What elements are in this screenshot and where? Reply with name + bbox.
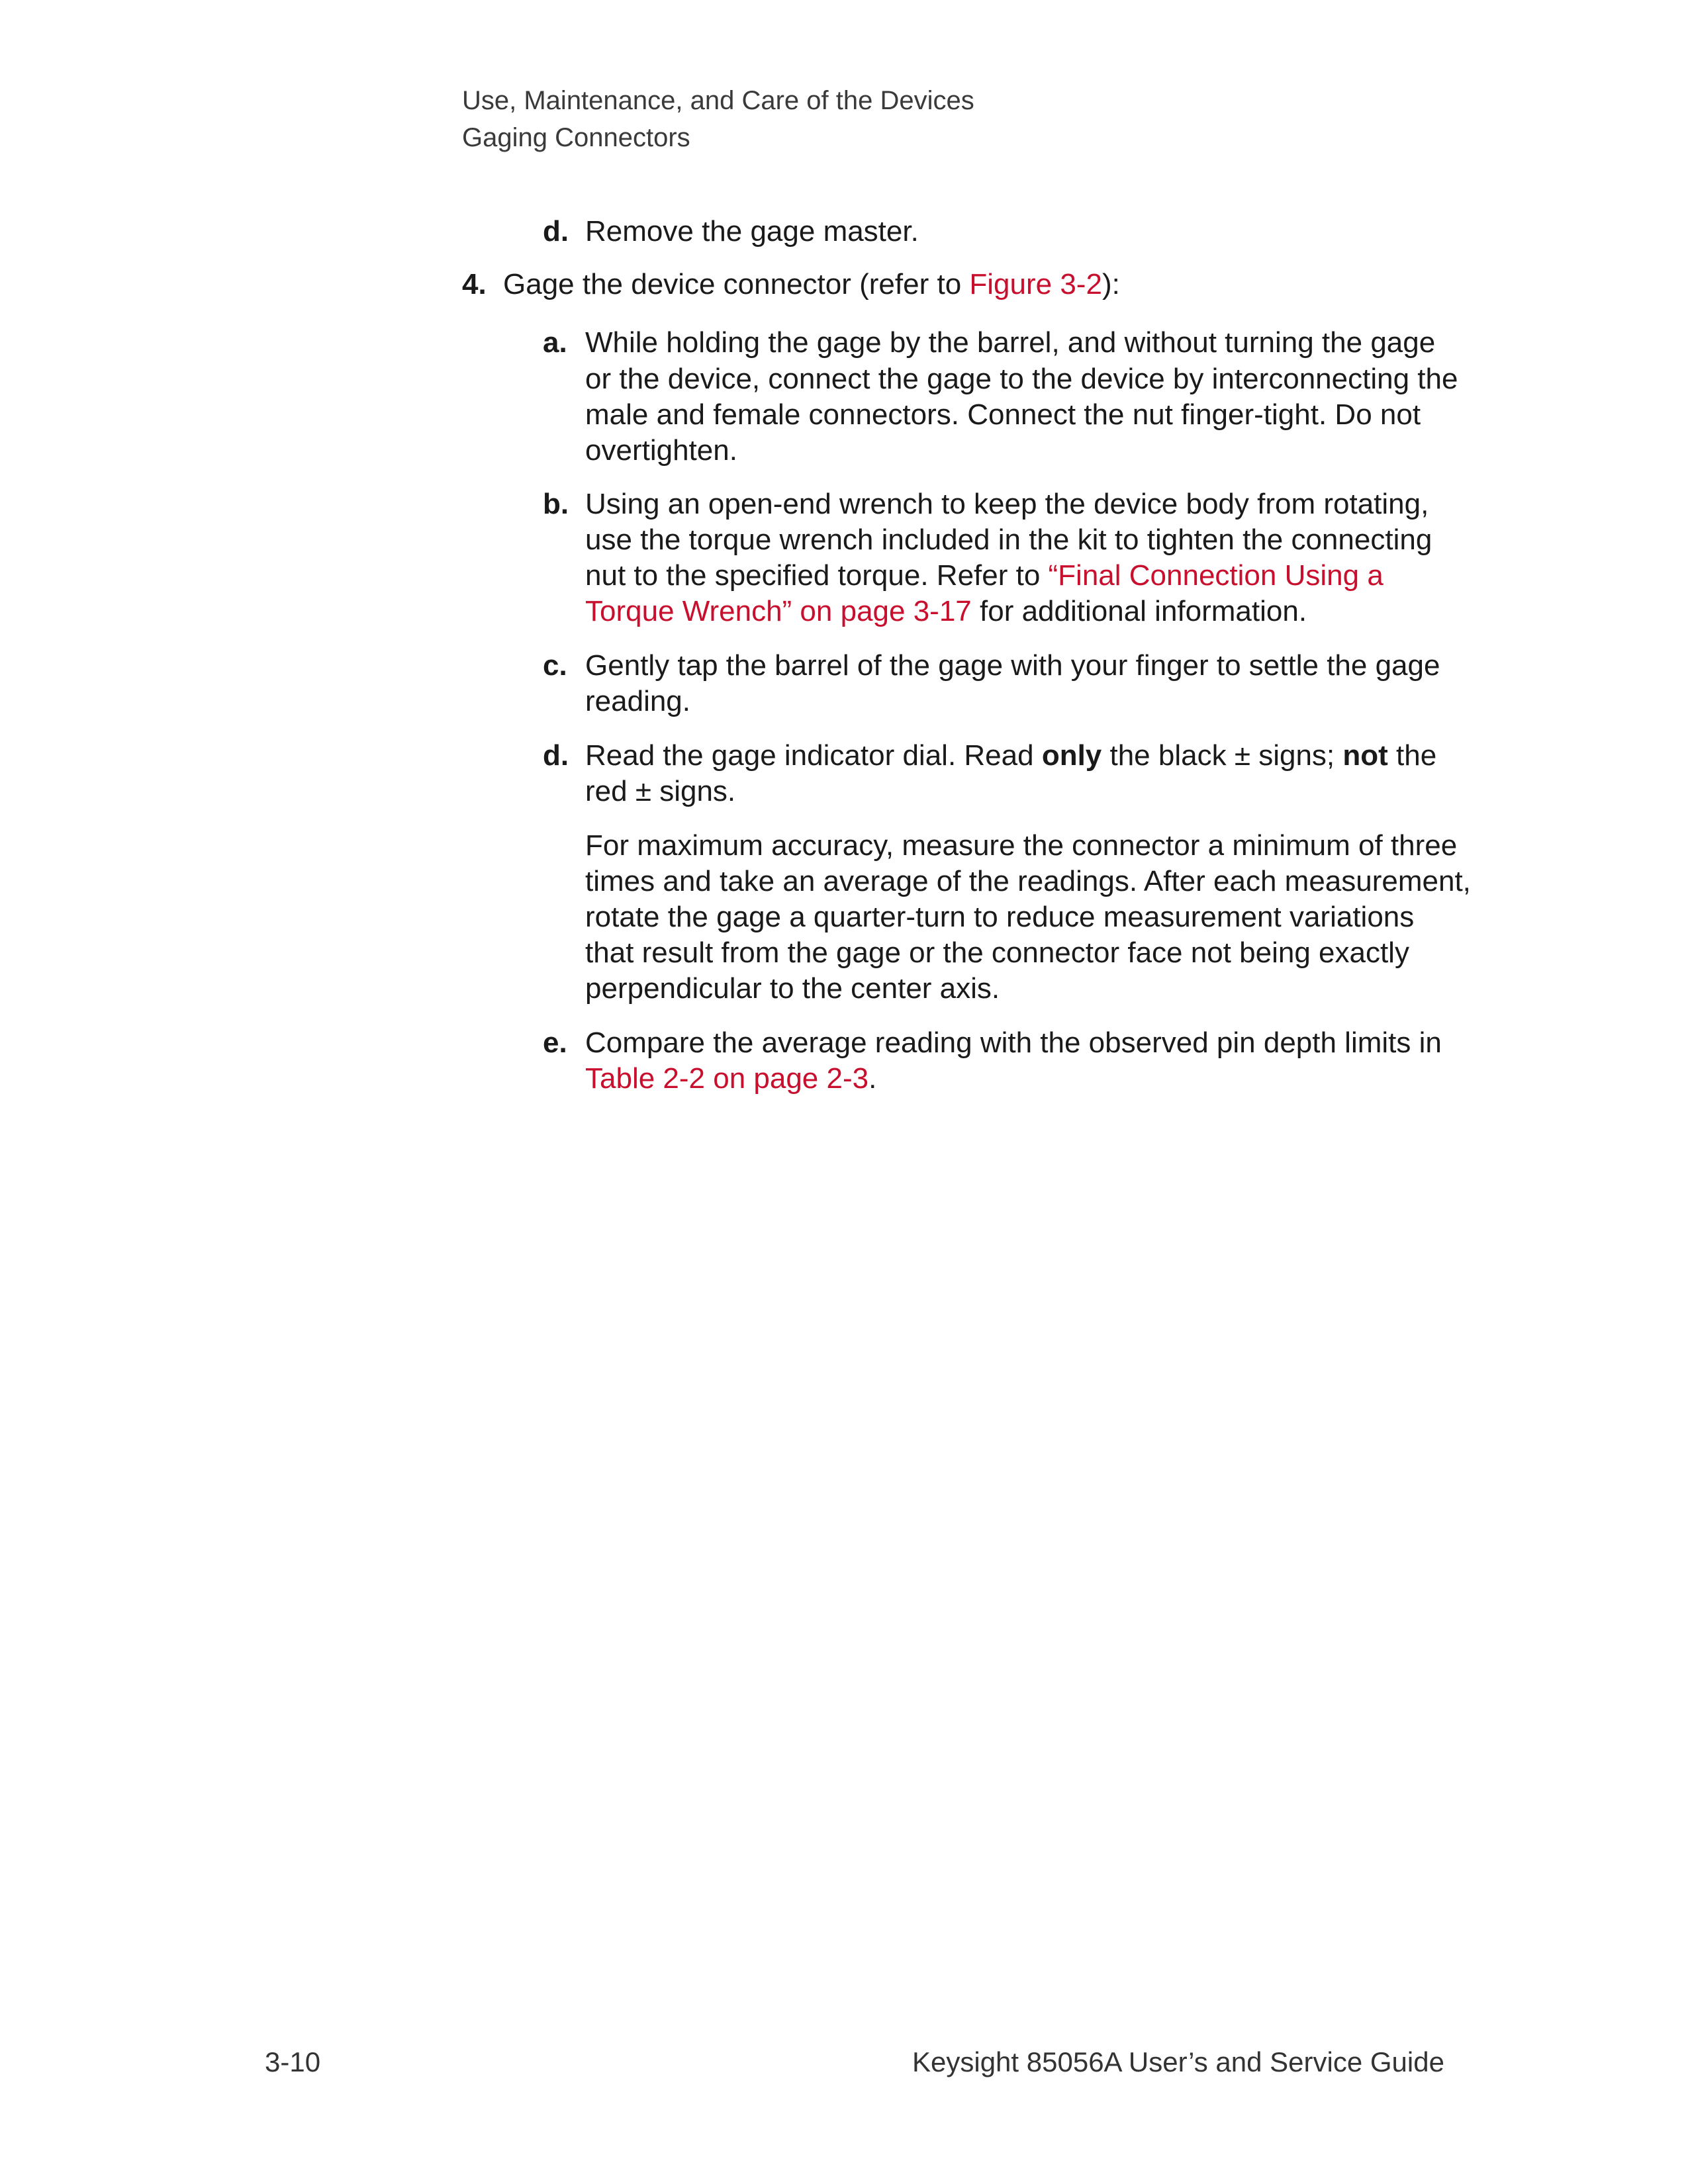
accuracy-paragraph-line: perpendicular to the center axis. [585,972,1000,1005]
guide-title: Keysight 85056A User’s and Service Guide [912,2046,1444,2077]
substep-c-label: c. [543,649,567,682]
table-2-2-link[interactable]: Table 2-2 on page 2-3 [585,1062,869,1095]
substep-e-label: e. [543,1026,567,1059]
substep-e-line: Compare the average reading with the observed pin depth limits in [585,1026,1442,1059]
page-number: 3-10 [265,2046,321,2077]
substep-b-line: Using an open-end wrench to keep the device body from rotating, [585,488,1429,520]
substep-b-text: nut to the specified torque. Refer to [585,559,1049,592]
step-4-text [503,266,1120,302]
substep-b-label: b. [543,488,569,520]
substep-e-text: . [868,1062,877,1095]
substep-a-line: While holding the gage by the barrel, and without turning the gage [585,326,1436,359]
header-section: Gaging Connectors [462,123,690,152]
torque-wrench-link[interactable]: “Final Connection Using a [1048,559,1383,592]
substep-d-line: red ± signs. [585,775,736,807]
substep-d-text: the [1387,739,1437,772]
substep-b-text: for additional information. [971,595,1307,627]
substep-a-line: male and female connectors. Connect the nut finger-tight. Do not [585,398,1421,431]
substep-e-line [585,1060,876,1097]
substep-c-line: Gently tap the barrel of the gage with your finger to settle the gage [585,649,1440,682]
running-header [462,82,974,156]
step-4-text-after: ): [1102,268,1120,300]
figure-3-2-link[interactable]: Figure 3-2 [969,268,1102,300]
substep-b-line [585,557,1383,594]
substep-d-label: d. [543,739,569,772]
torque-wrench-link-cont[interactable]: Torque Wrench” on page 3-17 [585,595,972,627]
substep-c-line: reading. [585,685,691,717]
accuracy-paragraph-line: For maximum accuracy, measure the connector a minimum of three [585,829,1458,862]
accuracy-paragraph-line: rotate the gage a quarter-turn to reduce measurement variations [585,901,1415,933]
substep-b-line [585,593,1307,629]
step-text: Remove the gage master. [585,215,919,248]
step-label: d. [543,215,569,248]
step-4-label: 4. [462,268,487,300]
substep-a-label: a. [543,326,567,359]
substep-b-line: use the torque wrench included in the kit to tighten the connecting [585,523,1432,556]
substep-a-line: or the device, connect the gage to the device by interconnecting the [585,363,1458,395]
emphasis-not: not [1342,739,1388,772]
header-chapter: Use, Maintenance, and Care of the Devices [462,86,974,115]
emphasis-only: only [1041,739,1102,772]
substep-d-line [585,737,1436,774]
step-4-text-before: Gage the device connector (refer to [503,268,970,300]
substep-d-text: the black ± signs; [1102,739,1343,772]
accuracy-paragraph-line: that result from the gage or the connector face not being exactly [585,936,1409,969]
accuracy-paragraph-line: times and take an average of the readings. After each measurement, [585,865,1471,897]
substep-d-text: Read the gage indicator dial. Read [585,739,1042,772]
substep-a-line: overtighten. [585,434,737,467]
